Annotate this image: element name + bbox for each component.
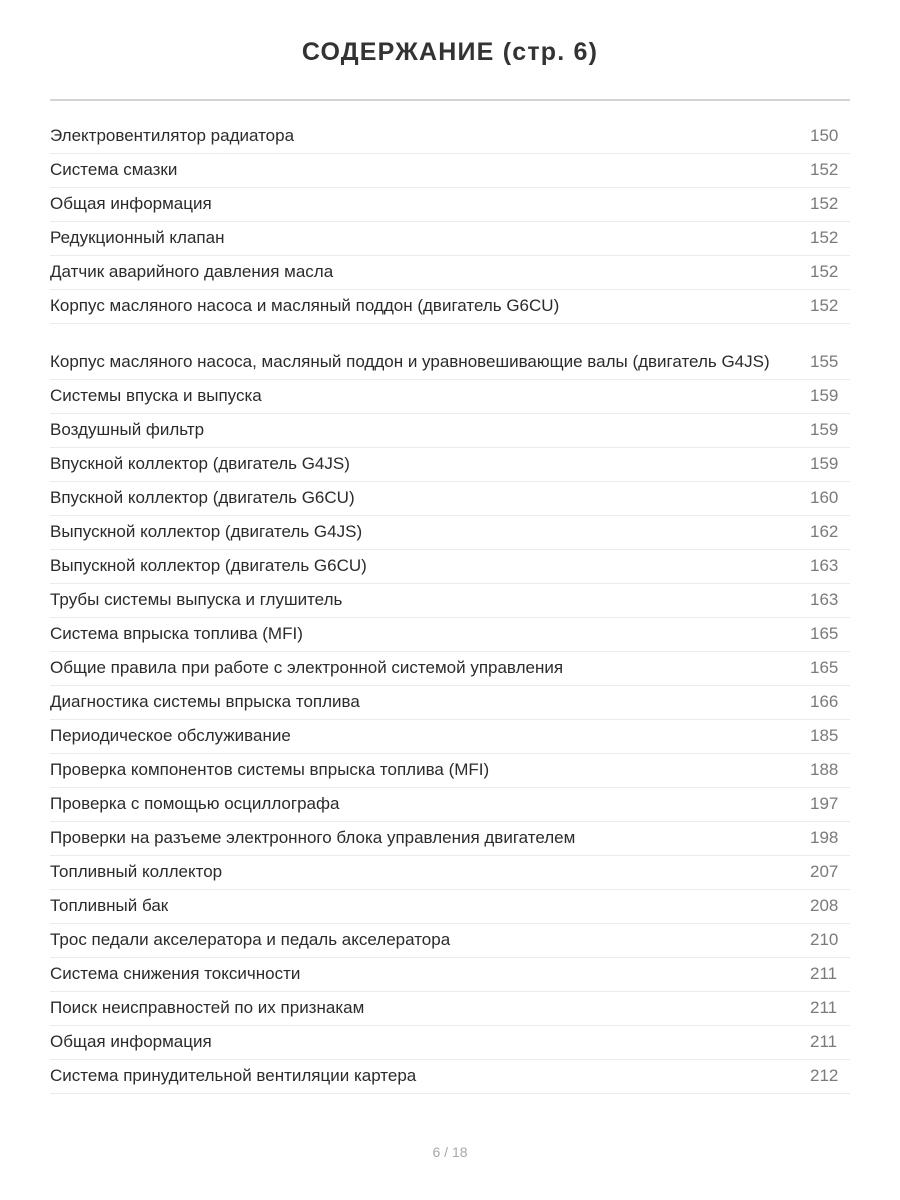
toc-entry-title: Электровентилятор радиатора [50,126,295,145]
toc-entry-page: 162 [810,522,839,541]
toc-entry[interactable] [50,448,850,482]
toc-entry-title: Системы впуска и выпуска [50,386,262,405]
toc-entry[interactable] [50,720,850,754]
toc-entry-page: 211 [810,1032,838,1051]
toc-entry-page: 155 [810,352,839,371]
toc-entry[interactable] [50,1026,850,1060]
toc-entry[interactable] [50,188,850,222]
toc-entry-title: Топливный бак [50,896,169,915]
toc-entry-page: 165 [810,658,839,677]
toc-entry[interactable] [50,154,850,188]
toc-entry[interactable] [50,924,850,958]
toc-entry[interactable] [50,482,850,516]
toc-entry-page: 212 [810,1066,839,1085]
toc-entry-page: 152 [810,228,839,247]
toc-entry-title: Датчик аварийного давления масла [50,262,334,281]
toc-entry-title: Поиск неисправностей по их признакам [50,998,365,1017]
toc-entry-page: 210 [810,930,839,949]
toc-entry-page: 197 [810,794,839,813]
page-title: СОДЕРЖАНИЕ (стр. 6) [301,38,599,66]
toc-entry[interactable] [50,754,850,788]
toc-entry-title: Трос педали акселератора и педаль акселератора [50,930,451,949]
toc-entry-title: Редукционный клапан [50,228,225,247]
toc-entry-page: 211 [810,998,838,1017]
toc-entry-title: Общая информация [50,1032,212,1051]
toc-entry-title: Система принудительной вентиляции картера [50,1066,417,1085]
toc-entry-title: Общая информация [50,194,212,213]
toc-entry[interactable] [50,380,850,414]
toc-list [50,120,850,1094]
toc-entry-page: 208 [810,896,839,915]
toc-entry-title: Корпус масляного насоса и масляный поддон (двигатель G6CU) [50,296,560,315]
toc-entry-title: Система смазки [50,160,178,179]
toc-entry-title: Система впрыска топлива (MFI) [50,624,303,643]
title-divider [50,99,850,101]
toc-entry-title: Диагностика системы впрыска топлива [50,692,360,711]
toc-entry[interactable] [50,788,850,822]
toc-entry[interactable] [50,584,850,618]
toc-entry[interactable] [50,890,850,924]
toc-entry[interactable] [50,290,850,324]
toc-entry-title: Топливный коллектор [50,862,223,881]
toc-entry[interactable] [50,652,850,686]
toc-entry-title: Корпус масляного насоса, масляный поддон и уравновешивающие валы (двигатель G4JS) [50,352,770,371]
toc-entry-page: 159 [810,386,839,405]
toc-entry-page: 160 [810,488,839,507]
toc-entry-page: 159 [810,420,839,439]
toc-entry-page: 211 [810,964,838,983]
toc-entry[interactable] [50,618,850,652]
toc-entry-page: 152 [810,296,839,315]
toc-entry-title: Выпускной коллектор (двигатель G4JS) [50,522,363,541]
toc-entry-page: 152 [810,194,839,213]
toc-entry[interactable] [50,856,850,890]
toc-entry-page: 163 [810,590,839,609]
toc-entry-page: 166 [810,692,839,711]
toc-entry-page: 165 [810,624,839,643]
toc-entry[interactable] [50,414,850,448]
toc-entry[interactable] [50,120,850,154]
toc-entry[interactable] [50,222,850,256]
toc-entry[interactable] [50,958,850,992]
toc-entry[interactable] [50,992,850,1026]
toc-entry-title: Впускной коллектор (двигатель G6CU) [50,488,355,507]
toc-entry[interactable] [50,822,850,856]
toc-entry-page: 207 [810,862,839,881]
page-indicator: 6 / 18 [432,1144,468,1160]
toc-entry-title: Проверка с помощью осциллографа [50,794,340,813]
toc-entry[interactable] [50,324,850,380]
toc-entry[interactable] [50,516,850,550]
toc-entry[interactable] [50,686,850,720]
toc-entry-title: Выпускной коллектор (двигатель G6CU) [50,556,367,575]
toc-entry[interactable] [50,1060,850,1094]
toc-entry-page: 150 [810,126,839,145]
toc-entry-page: 163 [810,556,839,575]
toc-entry-page: 152 [810,262,839,281]
toc-entry-page: 152 [810,160,839,179]
toc-entry-title: Воздушный фильтр [50,420,205,439]
toc-entry-page: 185 [810,726,839,745]
toc-entry-title: Общие правила при работе с электронной системой управления [50,658,564,677]
toc-entry-title: Проверка компонентов системы впрыска топлива (MFI) [50,760,490,779]
toc-entry-page: 188 [810,760,839,779]
toc-entry[interactable] [50,550,850,584]
toc-entry-title: Трубы системы выпуска и глушитель [50,590,343,609]
toc-entry-page: 159 [810,454,839,473]
toc-entry-title: Система снижения токсичности [50,964,301,983]
toc-entry[interactable] [50,256,850,290]
toc-entry-title: Проверки на разъеме электронного блока управления двигателем [50,828,576,847]
toc-entry-title: Впускной коллектор (двигатель G4JS) [50,454,350,473]
toc-entry-title: Периодическое обслуживание [50,726,291,745]
toc-entry-page: 198 [810,828,839,847]
